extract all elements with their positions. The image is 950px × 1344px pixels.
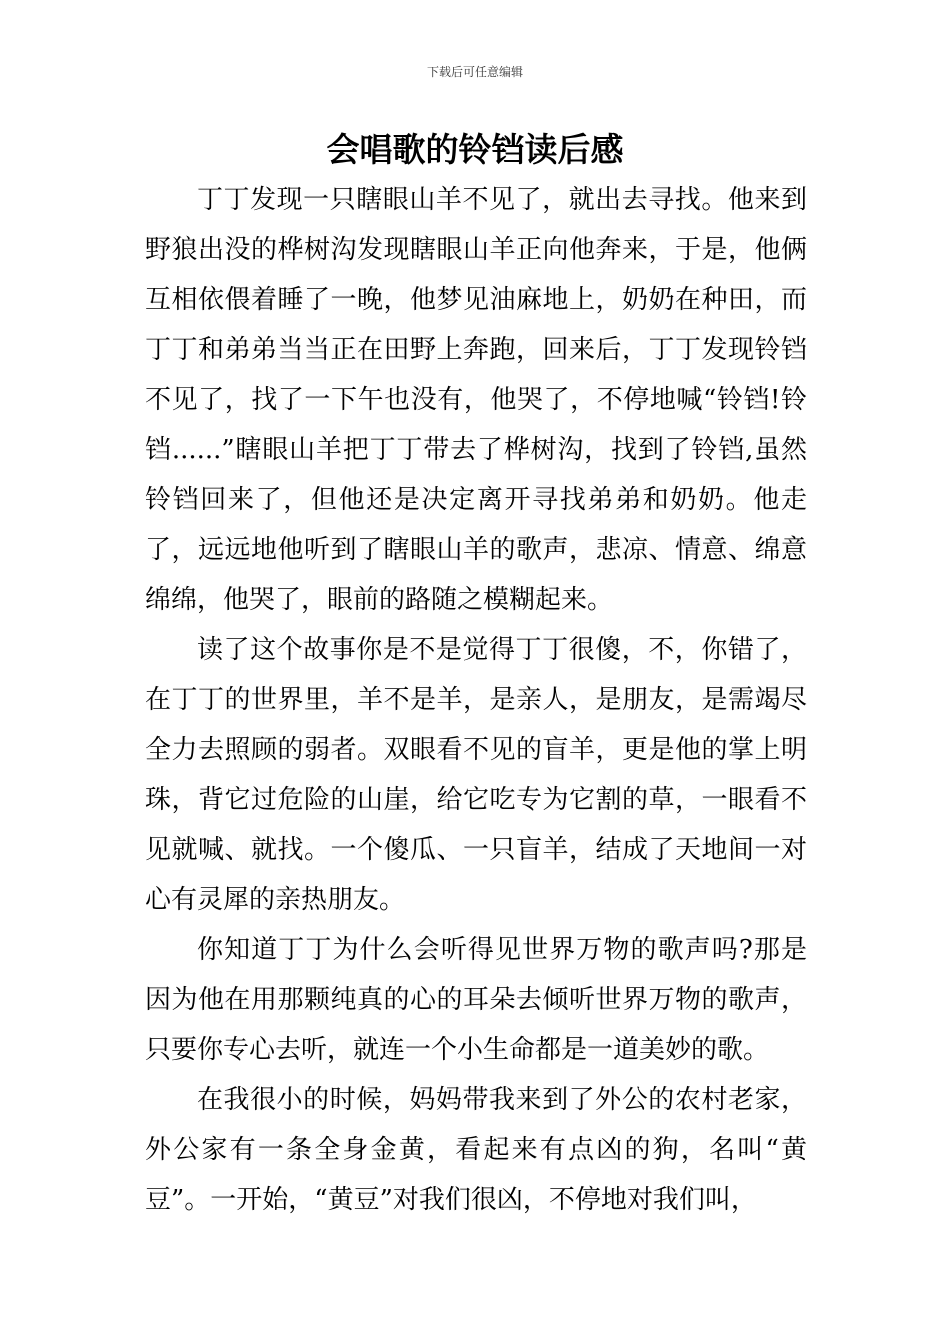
paragraph-1: 丁丁发现一只瞎眼山羊不见了，就出去寻找。他来到野狼出没的桦树沟发现瞎眼山羊正向他奔来，于是，他俩互相依偎着睡了一晚，他梦见油麻地上，奶奶在种田，而丁丁和弟弟当当正在田野上奔跑，回来后，丁丁发现铃铛不见了，找了一下午也没有，他哭了，不停地喊“铃铛!铃铛......”瞎眼山羊把丁丁带去了桦树沟，找到了铃铛,虽然铃铛回来了，但他还是决定离开寻找弟弟和奶奶。他走了，远远地他听到了瞎眼山羊的歌声，悲凉、情意、绵意绵绵，他哭了，眼前的路随之模糊起来。 — [145, 185, 807, 615]
header-note: 下载后可任意编辑 — [426, 65, 523, 79]
paragraph-2: 读了这个故事你是不是觉得丁丁很傻，不，你错了，在丁丁的世界里，羊不是羊，是亲人，是朋友，是需竭尽全力去照顾的弱者。双眼看不见的盲羊，更是他的掌上明珠，背它过危险的山崖，给它吃专为它割的草，一眼看不见就喊、就找。一个傻瓜、一只盲羊，结成了天地间一对心有灵犀的亲热朋友。 — [145, 635, 807, 915]
document-title: 会唱歌的铃铛读后感 — [326, 130, 624, 169]
paragraph-3: 你知道丁丁为什么会听得见世界万物的歌声吗?那是因为他在用那颗纯真的心的耳朵去倾听世界万物的歌声，只要你专心去听，就连一个小生命都是一道美妙的歌。 — [145, 935, 807, 1065]
paragraph-4: 在我很小的时候，妈妈带我来到了外公的农村老家，外公家有一条全身金黄，看起来有点凶的狗，名叫“黄豆”。一开始，“黄豆”对我们很凶，不停地对我们叫， — [145, 1085, 807, 1215]
document-body — [145, 175, 807, 1225]
